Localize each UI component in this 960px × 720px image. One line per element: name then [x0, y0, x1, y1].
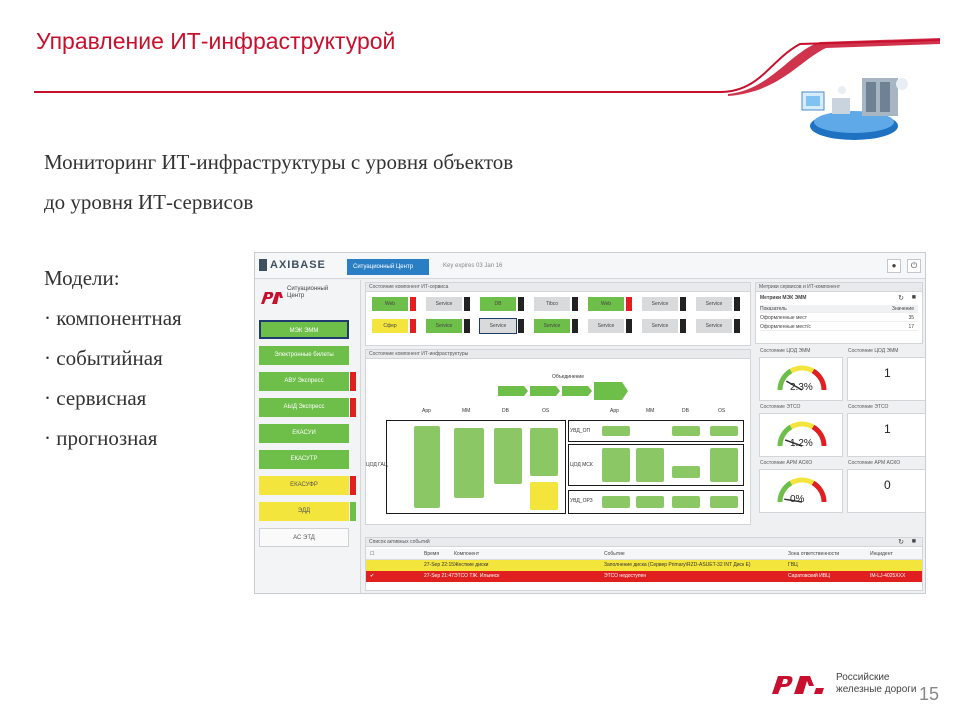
event-zone: Саратовский ИВЦ: [788, 573, 830, 579]
sidebar-item[interactable]: АС ЭТД: [259, 528, 349, 547]
gauge-title: Состояние ЭТСО: [848, 404, 889, 410]
gauge-arc: [791, 368, 813, 371]
group-label: УВД_ОРЗ: [570, 498, 593, 504]
axibase-app-window: [254, 252, 926, 594]
metrics-header-row: [760, 305, 918, 313]
model-item: · событийная: [44, 346, 163, 370]
gauge-arc: [813, 427, 824, 446]
lead-line-1: Мониторинг ИТ-инфраструктуры с уровня объектов: [44, 150, 514, 174]
os-node[interactable]: [530, 428, 558, 476]
counter-value: 0: [884, 478, 891, 492]
db-node-stack[interactable]: [494, 428, 522, 484]
component-status-flag: [680, 297, 686, 311]
gauge-title: Состояние АРМ АСКО: [760, 460, 813, 466]
uvd-op-db-node[interactable]: [672, 426, 700, 436]
gauge-title: Состояние АРМ АСКО: [848, 460, 901, 466]
component-status-flag: [518, 319, 524, 333]
footer-brand: [836, 672, 916, 696]
close-icon[interactable]: ■: [911, 294, 916, 301]
sidebar: [255, 280, 361, 594]
component-status-flag: [464, 297, 470, 311]
events-panel-title: Список активных событий: [366, 538, 922, 547]
metrics-subtitle: Метрики МЭК ЭММ: [760, 295, 807, 301]
gauge-value: 2.3%: [790, 382, 813, 393]
metrics-panel-title: Метрики сервисов и ИТ-компонент: [756, 283, 922, 292]
metrics-panel: [755, 282, 923, 344]
lead-line-2: до уровня ИТ-сервисов: [44, 190, 254, 214]
counter-value: 1: [884, 422, 891, 436]
gauge-widget[interactable]: [759, 460, 843, 513]
component-tile[interactable]: Сфер: [372, 319, 408, 333]
infra-column-label: DB: [502, 408, 509, 414]
event-row[interactable]: [366, 560, 922, 571]
component-tile[interactable]: DB: [480, 297, 516, 311]
orz-mm-node[interactable]: [636, 496, 664, 508]
sidebar-item-status-flag: [350, 502, 356, 521]
orz-os-node[interactable]: [710, 496, 738, 508]
uvd-op-app-node[interactable]: [602, 426, 630, 436]
gauge-arc: [791, 424, 813, 427]
component-tile[interactable]: Service: [696, 319, 732, 333]
component-status-flag: [518, 297, 524, 311]
slide-title: Управление ИТ-инфраструктурой: [36, 28, 396, 54]
footer-brand-line-2: железные дороги: [836, 684, 917, 695]
group-label: УВД_ОП: [570, 428, 591, 434]
component-tile[interactable]: Service: [588, 319, 624, 333]
msk-os-node[interactable]: [710, 448, 738, 482]
infra-column-label: DB: [682, 408, 689, 414]
infra-center-label: Объединение: [552, 374, 584, 380]
col-zone: Зона ответственности: [788, 551, 840, 557]
sidebar-item[interactable]: ЭДД: [259, 502, 349, 521]
gauge-title: Состояние ЦОД ЭММ: [760, 348, 811, 354]
component-tile[interactable]: Service: [426, 297, 462, 311]
col-component: Компонент: [454, 551, 480, 557]
col-time: Время: [424, 551, 440, 557]
col-incident: Инцидент: [870, 551, 893, 557]
component-tile[interactable]: Service: [534, 319, 570, 333]
event-event: ЭТСО недоступен: [604, 573, 647, 579]
metrics-row: [760, 314, 918, 322]
component-status-flag: [572, 297, 578, 311]
component-tile[interactable]: Service: [480, 319, 516, 333]
service-chain-arrows: [498, 382, 638, 400]
event-component: ЭТСО ТЖ. Ильинск: [454, 573, 500, 579]
metric-name: Оформленные мест: [760, 315, 807, 321]
counter-widget[interactable]: [847, 460, 926, 513]
mm-node-stack[interactable]: [454, 428, 484, 498]
group-label: ЦОД МСК: [570, 462, 593, 468]
component-status-flag: [410, 319, 416, 333]
component-tile[interactable]: Service: [426, 319, 462, 333]
component-tile[interactable]: Web: [588, 297, 624, 311]
component-tile[interactable]: Service: [696, 297, 732, 311]
gauge-widget[interactable]: [759, 348, 843, 401]
component-tile[interactable]: Service: [642, 319, 678, 333]
sidebar-item[interactable]: АЫД Экспресс: [259, 398, 349, 417]
data-center-illustration: [792, 64, 922, 144]
events-header-row: [366, 549, 922, 560]
gauge-title: Состояние ЦОД ЭММ: [848, 348, 899, 354]
events-close-icon[interactable]: ■: [911, 538, 916, 545]
event-time: 27-Sep 21:47: [424, 573, 455, 579]
msk-db-node[interactable]: [672, 466, 700, 478]
component-status-flag: [734, 319, 740, 333]
infra-column-label: OS: [542, 408, 550, 414]
component-status-flag: [626, 297, 632, 311]
footer-brand-line-1: Российские: [836, 672, 890, 683]
infra-column-label: App: [422, 408, 431, 414]
gauge-value: 0%: [790, 494, 805, 505]
user-icon[interactable]: ●: [887, 259, 901, 273]
models-heading: Модели:: [44, 266, 120, 290]
orz-app-node[interactable]: [602, 496, 630, 508]
tab-situation-center[interactable]: Ситуационный Центр: [347, 259, 429, 275]
events-panel: [365, 537, 923, 591]
col-event: Событие: [604, 551, 625, 557]
event-time: 27-Sep 22:15: [424, 562, 455, 568]
component-status-flag: [626, 319, 632, 333]
sidebar-item[interactable]: Электронные билеты: [259, 346, 349, 365]
app-logo: AXIBASE: [270, 259, 326, 271]
component-tile[interactable]: Tibco: [534, 297, 570, 311]
infra-column-label: OS: [718, 408, 726, 414]
counter-widget[interactable]: [847, 404, 926, 457]
event-row[interactable]: [366, 571, 922, 582]
msk-app-node[interactable]: [602, 448, 630, 482]
metrics-col-name: Показатель: [760, 306, 787, 312]
gauge-arc: [813, 483, 824, 502]
counter-value: 1: [884, 366, 891, 380]
component-status-flag: [410, 297, 416, 311]
event-component: Жесткие диски: [454, 562, 489, 568]
gauge-arc: [813, 371, 824, 390]
counter-widget[interactable]: [847, 348, 926, 401]
msk-mm-node[interactable]: [636, 448, 664, 482]
metric-value: 35: [908, 315, 914, 321]
component-status-flag: [572, 319, 578, 333]
rzd-logo-icon: [259, 288, 285, 306]
group-label: ЦОД ГАЦ: [366, 462, 388, 468]
gauge-arc: [791, 480, 813, 483]
components-panel-title: Состояние компонент ИТ-сервиса: [366, 283, 750, 292]
sidebar-item[interactable]: ЕКАСУТР: [259, 450, 349, 469]
metric-name: Оформленные мест/с: [760, 324, 811, 330]
sidebar-item[interactable]: МЭК ЭММ: [259, 320, 349, 339]
col-ack-icon: ☐: [370, 551, 375, 557]
page-number: 15: [919, 684, 940, 704]
component-status-flag: [680, 319, 686, 333]
infra-column-label: MM: [646, 408, 655, 414]
rzd-footer-logo-icon: [770, 672, 826, 696]
component-tile[interactable]: Web: [372, 297, 408, 311]
app-topbar: [255, 253, 926, 279]
axibase-logo-icon: [259, 259, 267, 271]
component-status-flag: [734, 297, 740, 311]
sidebar-item-status-flag: [350, 398, 356, 417]
orz-db-node[interactable]: [672, 496, 700, 508]
event-ack-checkbox[interactable]: ✔: [370, 573, 375, 579]
components-panel: [365, 282, 751, 346]
component-tile[interactable]: Service: [642, 297, 678, 311]
metrics-col-value: Значение: [891, 306, 914, 312]
lead-text: [44, 142, 513, 222]
event-zone: ГВЦ: [788, 562, 798, 568]
uvd-op-os-node[interactable]: [710, 426, 738, 436]
refresh-icon[interactable]: ↻: [898, 295, 904, 302]
sidebar-item[interactable]: АВУ Экспресс: [259, 372, 349, 391]
gauge-value: 1.2%: [790, 438, 813, 449]
sidebar-item[interactable]: ЕКАСУФР: [259, 476, 349, 495]
key-expires-text: Key expires 03 Jan 16: [443, 263, 503, 269]
infra-column-label: MM: [462, 408, 471, 414]
os-node-warning[interactable]: [530, 482, 558, 510]
metric-value: 17: [908, 324, 914, 330]
gauge-widget[interactable]: [759, 404, 843, 457]
models-list: [44, 258, 182, 458]
component-status-flag: [464, 319, 470, 333]
sidebar-item[interactable]: ЕКАСУИ: [259, 424, 349, 443]
gauge-title: Состояние ЭТСО: [760, 404, 801, 410]
metrics-row: [760, 323, 918, 331]
event-incident: IM-LJ-4025XXX: [870, 573, 906, 579]
infrastructure-panel: [365, 349, 751, 525]
sidebar-item-status-flag: [350, 372, 356, 391]
model-item: · компонентная: [44, 306, 182, 330]
event-event: Заполнение диска (Сервер Primary\RZD-ASUET-32 INT Диск E): [604, 562, 751, 568]
events-refresh-icon[interactable]: ↻: [898, 539, 904, 546]
model-item: · сервисная: [44, 386, 147, 410]
power-icon[interactable]: ⏻: [907, 259, 921, 273]
sidebar-item-status-flag: [350, 476, 356, 495]
infrastructure-panel-title: Состояние компонент ИТ-инфраструктуры: [366, 350, 750, 359]
model-item: · прогнозная: [44, 426, 158, 450]
infra-column-label: App: [610, 408, 619, 414]
app-node-stack[interactable]: [414, 426, 440, 508]
sidebar-title: Ситуационный Центр: [287, 286, 329, 299]
